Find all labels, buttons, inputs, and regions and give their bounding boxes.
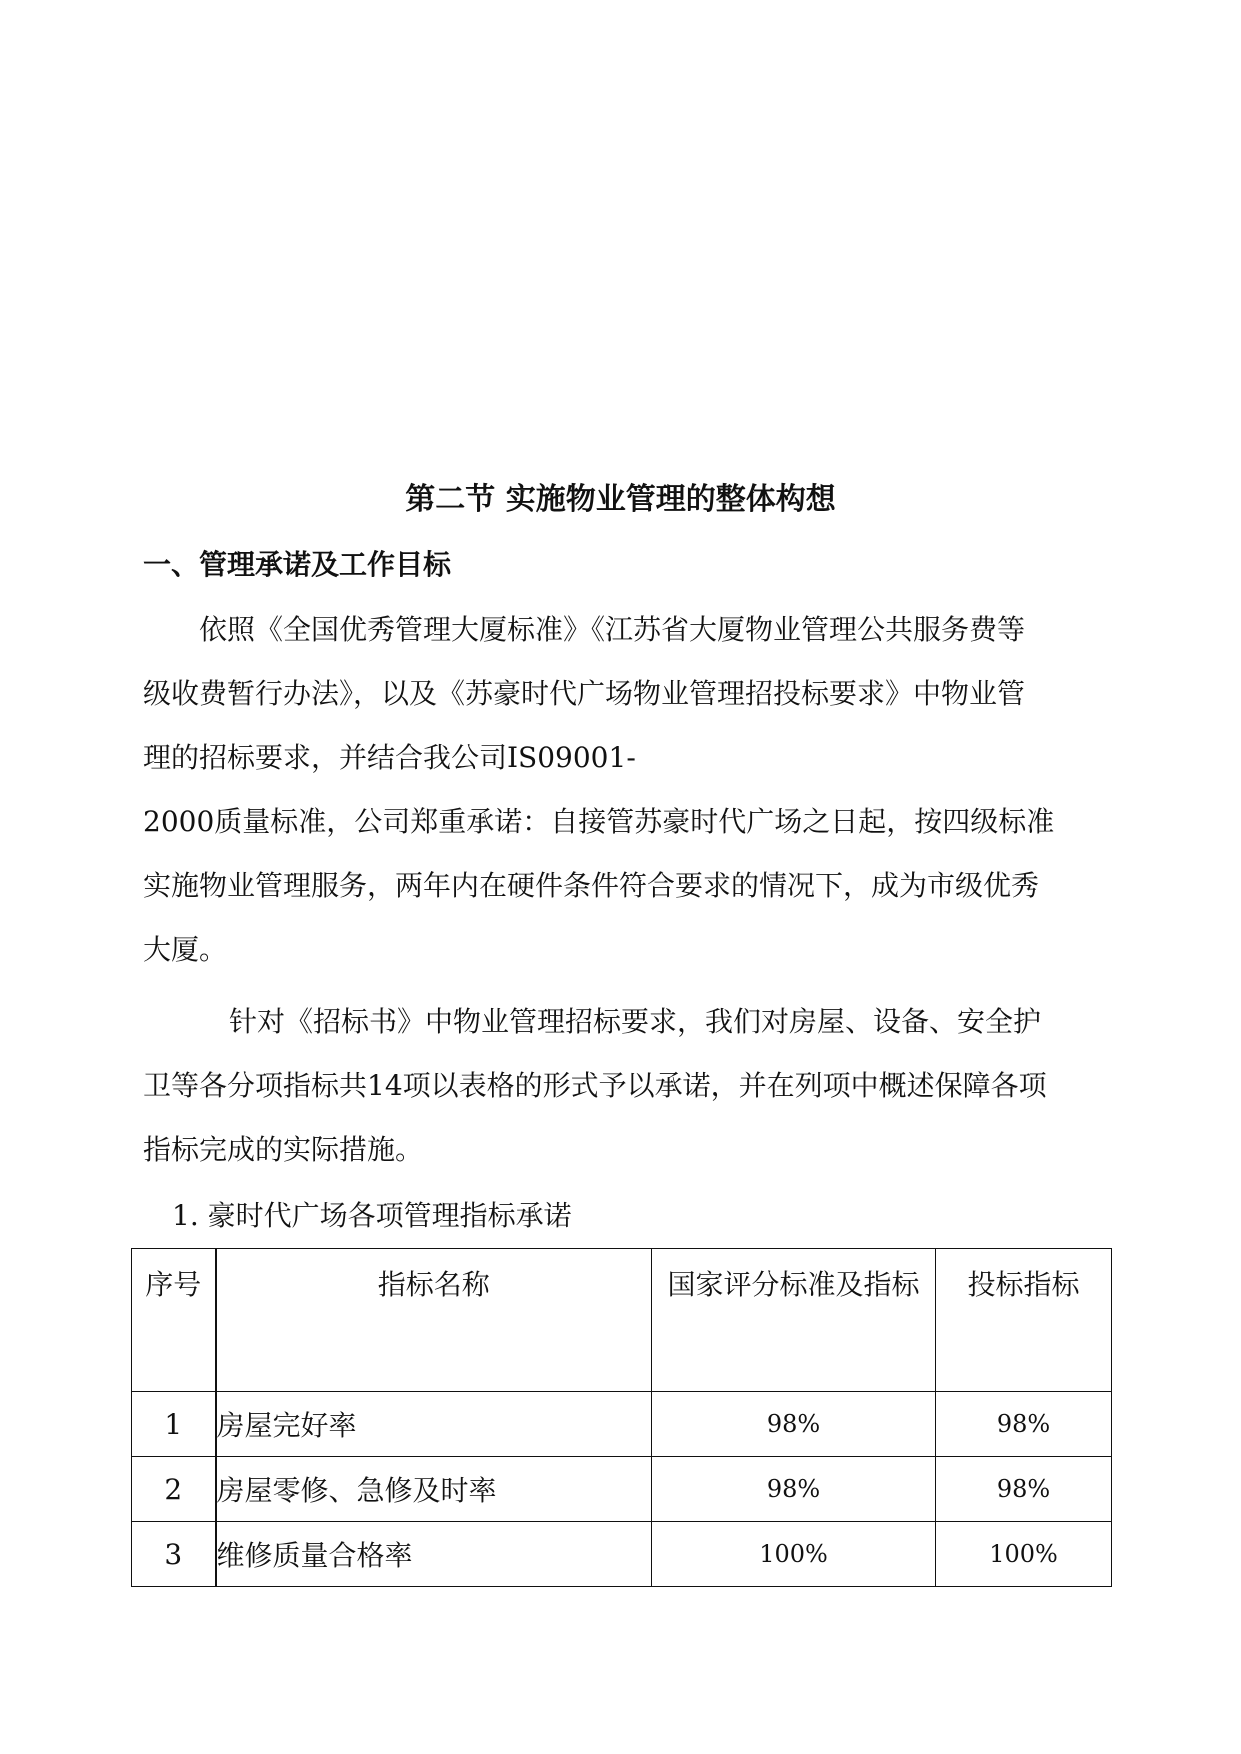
paragraph-line: 卫等各分项指标共14项以表格的形式予以承诺，并在列项中概述保障各项 bbox=[143, 1069, 1047, 1102]
row-national: 100% bbox=[652, 1522, 936, 1587]
row-name: 房屋完好率 bbox=[216, 1392, 652, 1457]
row-no: 1 bbox=[132, 1392, 216, 1457]
paragraph-line: 针对《招标书》中物业管理招标要求，我们对房屋、设备、安全护 bbox=[229, 1005, 1042, 1038]
table-row bbox=[132, 1522, 1112, 1587]
table-caption: 1. 豪时代广场各项管理指标承诺 bbox=[172, 1199, 572, 1232]
commitment-paragraph bbox=[143, 598, 1083, 982]
page-title: 第二节 实施物业管理的整体构想 bbox=[405, 482, 836, 517]
header-no: 序号 bbox=[132, 1249, 216, 1392]
row-name: 维修质量合格率 bbox=[216, 1522, 652, 1587]
paragraph-line: 级收费暂行办法》，以及《苏豪时代广场物业管理招投标要求》中物业管 bbox=[143, 677, 1026, 710]
table-row bbox=[132, 1392, 1112, 1457]
paragraph-line: 指标完成的实际措施。 bbox=[143, 1133, 424, 1166]
header-national-standard: 国家评分标准及指标 bbox=[652, 1249, 936, 1392]
header-bid-indicator: 投标指标 bbox=[936, 1249, 1112, 1392]
row-no: 2 bbox=[132, 1457, 216, 1522]
paragraph-line: 依照《全国优秀管理大厦标准》《江苏省大厦物业管理公共服务费等 bbox=[199, 613, 1026, 646]
paragraph-line: 实施物业管理服务，两年内在硬件条件符合要求的情况下，成为市级优秀 bbox=[143, 869, 1040, 902]
indicator-paragraph bbox=[143, 990, 1083, 1182]
row-name: 房屋零修、急修及时率 bbox=[216, 1457, 652, 1522]
row-national: 98% bbox=[652, 1457, 936, 1522]
table-header-row bbox=[132, 1249, 1112, 1392]
row-bid: 98% bbox=[936, 1457, 1112, 1522]
row-bid: 98% bbox=[936, 1392, 1112, 1457]
indicators-table bbox=[131, 1248, 1112, 1587]
row-national: 98% bbox=[652, 1392, 936, 1457]
paragraph-line: 2000质量标准，公司郑重承诺：自接管苏豪时代广场之日起，按四级标准 bbox=[143, 805, 1055, 838]
paragraph-line: 大厦。 bbox=[143, 933, 228, 966]
header-name: 指标名称 bbox=[216, 1249, 652, 1392]
section-heading: 一、管理承诺及工作目标 bbox=[143, 548, 452, 581]
table-row bbox=[132, 1457, 1112, 1522]
paragraph-line: 理的招标要求，并结合我公司IS09001- bbox=[143, 741, 636, 774]
row-bid: 100% bbox=[936, 1522, 1112, 1587]
row-no: 3 bbox=[132, 1522, 216, 1587]
